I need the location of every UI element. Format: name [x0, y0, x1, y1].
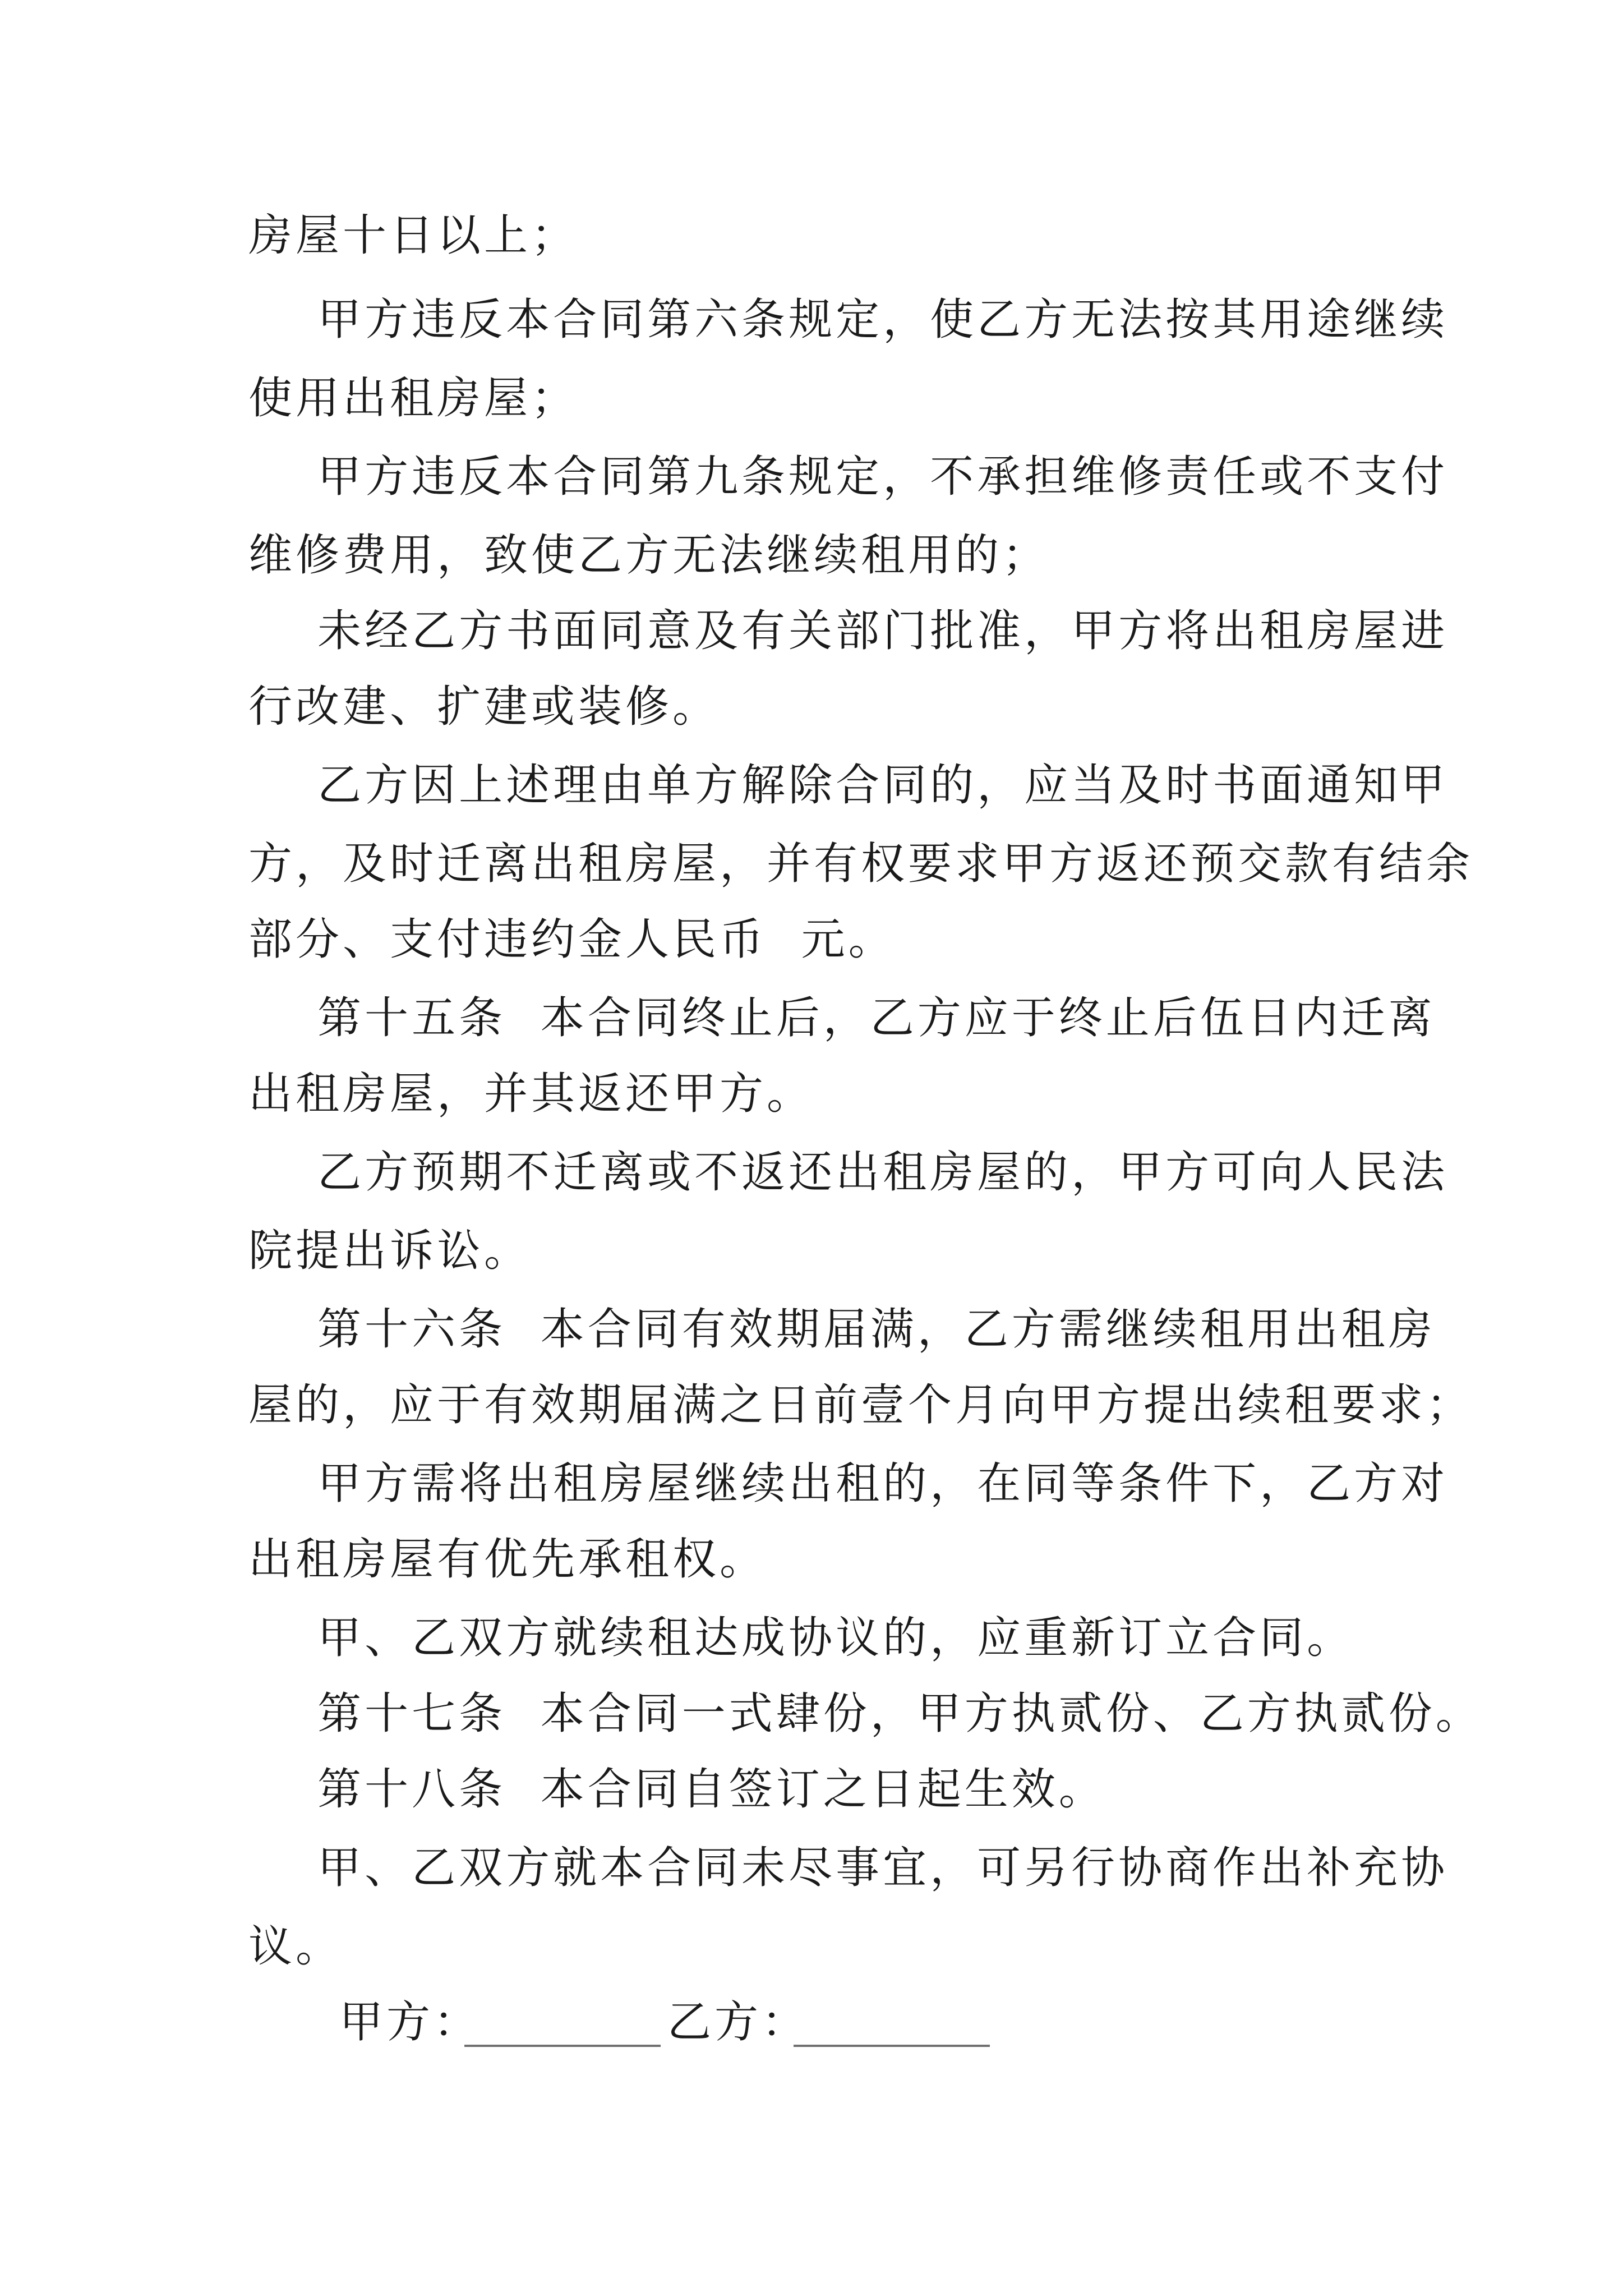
text-line: 屋的，应于有效期届满之日前壹个月向甲方提出续租要求；: [248, 1380, 1474, 1430]
text-line: 第十六条 本合同有效期届满，乙方需继续租用出租房: [248, 1304, 1436, 1355]
text-line: 院提出诉讼。: [248, 1226, 532, 1276]
text-line: 甲方违反本合同第九条规定，不承担维修责任或不支付: [248, 452, 1449, 502]
text-line: 议。: [248, 1921, 343, 1972]
text-line: 方，及时迁离出租房屋，并有权要求甲方返还预交款有结余: [248, 839, 1474, 889]
text-line: 第十八条 本合同自签订之日起生效。: [248, 1764, 1106, 1815]
party-b-label: 乙方：: [667, 1997, 809, 2047]
text-line: 第十五条 本合同终止后，乙方应于终止后伍日内迁离: [248, 993, 1436, 1043]
party-a-label: 甲方：: [339, 1997, 481, 2047]
text-line: 部分、支付违约金人民币 元。: [248, 914, 896, 965]
party-a-signature-blank: [464, 2045, 661, 2047]
text-line: 乙方因上述理由单方解除合同的，应当及时书面通知甲: [248, 760, 1449, 811]
text-line: 未经乙方书面同意及有关部门批准，甲方将出租房屋进: [248, 606, 1449, 656]
text-line: 甲、乙双方就本合同未尽事宜，可另行协商作出补充协: [248, 1843, 1449, 1893]
text-line: 第十七条 本合同一式肆份，甲方执贰份、乙方执贰份。: [248, 1688, 1483, 1739]
text-line: 使用出租房屋；: [248, 373, 579, 424]
text-line: 甲、乙双方就续租达成协议的，应重新订立合同。: [248, 1613, 1354, 1663]
text-line: 行改建、扩建或装修。: [248, 682, 720, 732]
text-line: 出租房屋，并其返还甲方。: [248, 1069, 814, 1119]
text-line: 维修费用，致使乙方无法继续租用的；: [248, 530, 1050, 581]
text-line: 房屋十日以上；: [248, 210, 579, 261]
party-b-signature-blank: [794, 2045, 990, 2047]
text-line: 甲方需将出租房屋继续出租的，在同等条件下，乙方对: [248, 1458, 1449, 1509]
text-line: 乙方预期不迁离或不返还出租房屋的，甲方可向人民法: [248, 1147, 1449, 1198]
text-line: 甲方违反本合同第六条规定，使乙方无法按其用途继续: [248, 295, 1449, 345]
text-line: 出租房屋有优先承租权。: [248, 1534, 767, 1585]
